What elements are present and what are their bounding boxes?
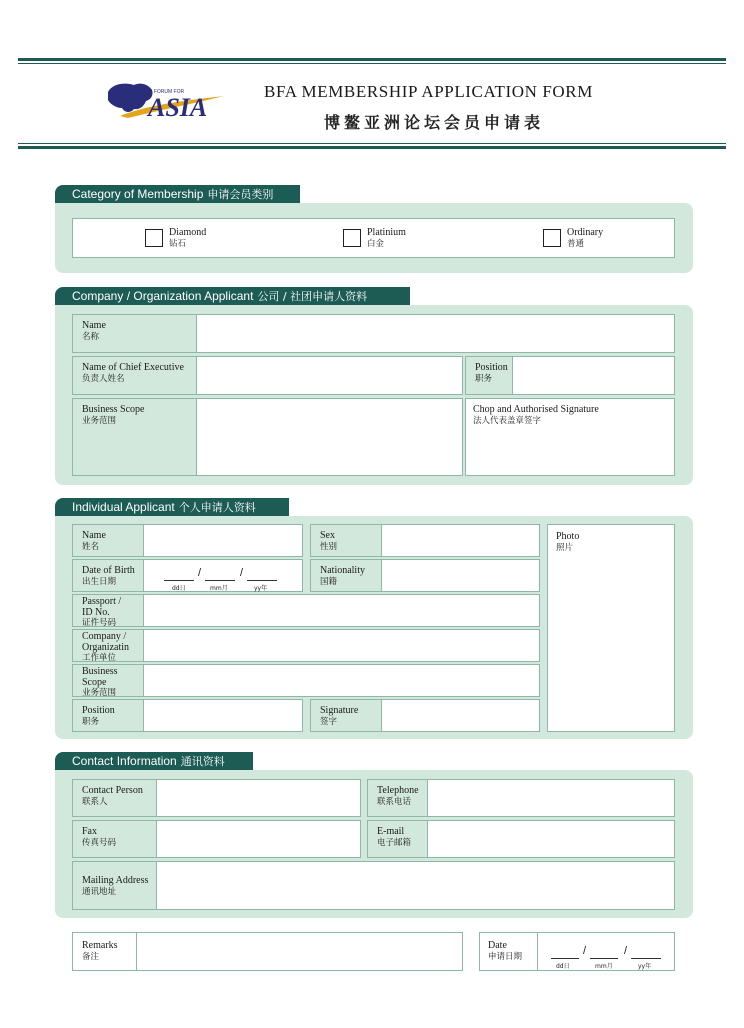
category-tab-zh: 申请会员类别 — [207, 188, 274, 201]
dob-month-caption: mm月 — [210, 585, 228, 592]
photo-box[interactable] — [547, 524, 675, 732]
mailing-address-field[interactable] — [156, 861, 675, 910]
footer-year-line — [631, 958, 661, 959]
diamond-checkbox[interactable] — [145, 229, 163, 247]
company-tab — [55, 287, 410, 305]
signature-label: Signature 签字 — [310, 699, 382, 732]
contact-person-label: Contact Person 联系人 — [72, 779, 157, 817]
individual-position-label: Position 职务 — [72, 699, 144, 732]
header-bottom-thin-rule — [18, 143, 726, 144]
company-position-label: Position 职务 — [465, 356, 513, 395]
company-position-field[interactable] — [512, 356, 675, 395]
company-tab-en: Company / Organization Applicant — [72, 289, 254, 303]
footer-month-line — [590, 958, 618, 959]
telephone-label: Telephone 联系电话 — [367, 779, 428, 817]
sex-label: Sex 性别 — [310, 524, 382, 557]
header-bottom-rule — [18, 146, 726, 149]
ordinary-checkbox[interactable] — [543, 229, 561, 247]
dob-slash-1: / — [198, 567, 202, 579]
individual-tab-zh: 个人申请人资料 — [178, 501, 256, 514]
form-title-en: BFA MEMBERSHIP APPLICATION FORM — [264, 82, 593, 101]
signature-field[interactable] — [381, 699, 540, 732]
footer-month-caption: mm月 — [595, 963, 613, 970]
form-title-zh: 博鳌亚洲论坛会员申请表 — [324, 113, 545, 132]
company-scope-label: Business Scope 业务范围 — [72, 398, 197, 476]
individual-company-field[interactable] — [143, 629, 540, 662]
email-field[interactable] — [427, 820, 675, 858]
individual-scope-field[interactable] — [143, 664, 540, 697]
logo-map-shape — [108, 84, 153, 112]
contact-tab-en: Contact Information — [72, 754, 177, 768]
passport-field[interactable] — [143, 594, 540, 627]
email-label: E-mail 电子邮箱 — [367, 820, 428, 858]
logo-asia-text: ASIA — [148, 93, 208, 122]
dob-year-line — [247, 580, 277, 581]
remarks-label: Remarks 备注 — [82, 940, 118, 962]
individual-position-field[interactable] — [143, 699, 303, 732]
chop-signature-label: Chop and Authorised Signature 法人代表盖章签字 — [473, 404, 599, 426]
mailing-address-label: Mailing Address 通讯地址 — [72, 861, 157, 910]
company-name-label: Name 名称 — [72, 314, 197, 353]
footer-day-line — [551, 958, 579, 959]
individual-name-label: Name 姓名 — [72, 524, 144, 557]
passport-label: Passport / ID No. 证件号码 — [72, 594, 144, 627]
date-label: Date 申请日期 — [488, 940, 523, 962]
nationality-label: Nationality 国籍 — [310, 559, 382, 592]
sex-field[interactable] — [381, 524, 540, 557]
dob-day-line — [164, 580, 194, 581]
company-scope-field[interactable] — [196, 398, 463, 476]
contact-tab-zh: 通讯资料 — [180, 755, 225, 768]
category-tab — [55, 185, 300, 203]
bfa-logo — [100, 74, 230, 124]
individual-company-label: Company / Organizatin 工作单位 — [72, 629, 144, 662]
dob-day-caption: dd日 — [172, 585, 186, 592]
platinium-checkbox[interactable] — [343, 229, 361, 247]
individual-scope-label: Business Scope 业务范围 — [72, 664, 144, 697]
footer-day-caption: dd日 — [556, 963, 570, 970]
footer-slash-1: / — [583, 945, 587, 957]
dob-year-caption: yy年 — [254, 585, 268, 592]
individual-tab-en: Individual Applicant — [72, 500, 175, 514]
fax-field[interactable] — [156, 820, 361, 858]
contact-person-field[interactable] — [156, 779, 361, 817]
category-tab-en: Category of Membership — [72, 187, 204, 201]
individual-name-field[interactable] — [143, 524, 303, 557]
diamond-label: Diamond 钻石 — [169, 227, 207, 249]
footer-slash-2: / — [624, 945, 628, 957]
company-name-field[interactable] — [196, 314, 675, 353]
logo-small-text: BOAO FORUM FOR — [138, 89, 185, 95]
chief-executive-label: Name of Chief Executive 负责人姓名 — [72, 356, 197, 395]
footer-year-caption: yy年 — [638, 963, 652, 970]
chief-executive-field[interactable] — [196, 356, 463, 395]
ordinary-label: Ordinary 普通 — [567, 227, 604, 249]
dob-label: Date of Birth 出生日期 — [72, 559, 144, 592]
header-top-thin-rule — [18, 63, 726, 64]
dob-slash-2: / — [240, 567, 244, 579]
nationality-field[interactable] — [381, 559, 540, 592]
company-tab-zh: 公司 / 社团申请人资料 — [257, 290, 368, 303]
telephone-field[interactable] — [427, 779, 675, 817]
header-top-rule — [18, 58, 726, 61]
dob-month-line — [205, 580, 235, 581]
contact-tab — [55, 752, 253, 770]
platinium-label: Platinium 白金 — [367, 227, 406, 249]
fax-label: Fax 传真号码 — [72, 820, 157, 858]
photo-label: Photo 照片 — [556, 531, 580, 553]
remarks-field[interactable] — [136, 932, 463, 971]
individual-tab — [55, 498, 289, 516]
